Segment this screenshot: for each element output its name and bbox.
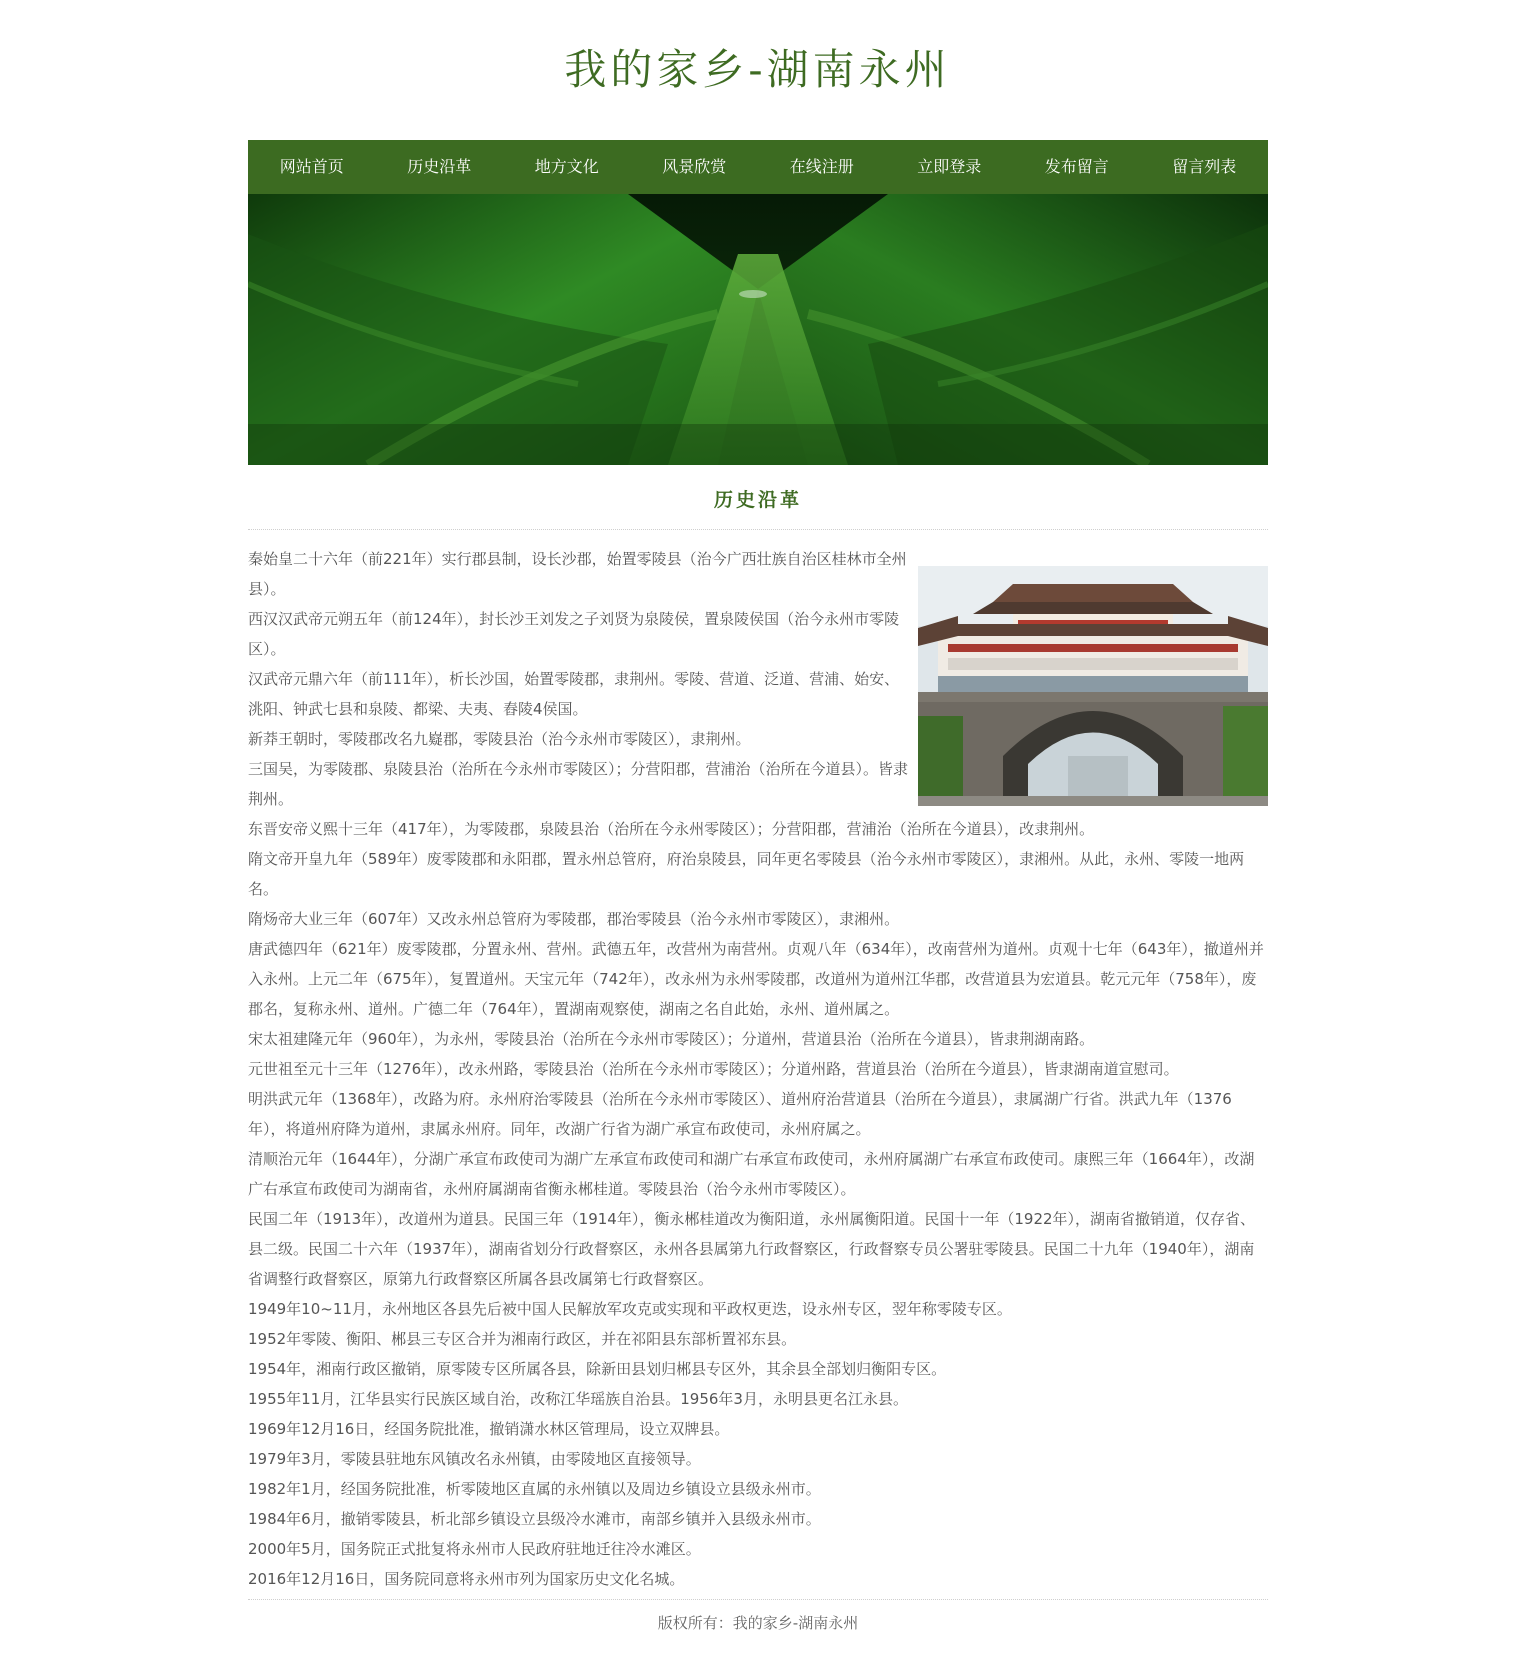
history-paragraph: 1979年3月，零陵县驻地东风镇改名永州镇，由零陵地区直接领导。 <box>248 1450 701 1468</box>
nav-item-culture[interactable]: 地方文化 <box>534 157 599 176</box>
section-title: 历史沿革 <box>248 465 1268 530</box>
history-paragraph: 1982年1月，经国务院批准，析零陵地区直属的永州镇以及周边乡镇设立县级永州市。 <box>248 1480 821 1498</box>
city-gate-photo <box>918 566 1268 806</box>
history-paragraph: 1969年12月16日，经国务院批准，撤销潇水林区管理局，设立双牌县。 <box>248 1420 730 1438</box>
history-paragraph: 2000年5月，国务院正式批复将永州市人民政府驻地迁往冷水滩区。 <box>248 1540 701 1558</box>
history-paragraph: 元世祖至元十三年（1276年），改永州路，零陵县治（治所在今永州市零陵区）；分道州路，营道县治（治所在今道县），皆隶湖南道宣慰司。 <box>248 1060 1179 1078</box>
history-paragraph: 1954年，湘南行政区撤销，原零陵专区所属各县，除新田县划归郴县专区外，其余县全部划归衡阳专区。 <box>248 1360 947 1378</box>
history-paragraph: 宋太祖建隆元年（960年），为永州，零陵县治（治所在今永州市零陵区）；分道州，营道县治（治所在今道县），皆隶荆湖南路。 <box>248 1030 1095 1048</box>
nav-item-post-message[interactable]: 发布留言 <box>1044 157 1109 176</box>
history-paragraph: 隋文帝开皇九年（589年）废零陵郡和永阳郡，置永州总管府，府治泉陵县，同年更名零陵县（治今永州市零陵区），隶湘州。从此，永州、零陵一地两名。 <box>248 850 1245 898</box>
page-container <box>248 140 1268 1634</box>
history-paragraph: 秦始皇二十六年（前221年）实行郡县制，设长沙郡，始置零陵县（治今广西壮族自治区桂林市全州县）。 <box>248 550 907 598</box>
nav-item-home[interactable]: 网站首页 <box>279 157 344 176</box>
history-paragraph: 东晋安帝义熙十三年（417年），为零陵郡，泉陵县治（治所在今永州零陵区）；分营阳郡，营浦治（治所在今道县），改隶荆州。 <box>248 820 1095 838</box>
history-paragraph: 明洪武元年（1368年），改路为府。永州府治零陵县（治所在今永州市零陵区）、道州府治营道县（治所在今道县），隶属湖广行省。洪武九年（1376年），将道州府降为道州，隶属永州府。同年，改湖广行省为湖广承宣布政使司，永州府属之。 <box>248 1090 1232 1138</box>
site-title: 我的家乡-湖南永州 <box>564 45 951 94</box>
nav-item-message-list[interactable]: 留言列表 <box>1172 157 1237 176</box>
history-paragraph: 新莽王朝时，零陵郡改名九嶷郡，零陵县治（治今永州市零陵区），隶荆州。 <box>248 730 751 748</box>
history-paragraph: 清顺治元年（1644年），分湖广承宣布政使司为湖广左承宣布政使司和湖广右承宣布政使司，永州府属湖广右承宣布政使司。康熙三年（1664年），改湖广右承宣布政使司为湖南省，永州府属湖南省衡永郴桂道。零陵县治（治今永州市零陵区）。 <box>248 1150 1255 1198</box>
footer <box>248 1599 1268 1634</box>
history-paragraph: 1955年11月，江华县实行民族区域自治，改称江华瑶族自治县。1956年3月，永明县更名江永县。 <box>248 1390 908 1408</box>
nav-item-history[interactable]: 历史沿革 <box>407 157 472 176</box>
history-paragraph: 1952年零陵、衡阳、郴县三专区合并为湘南行政区，并在祁阳县东部析置祁东县。 <box>248 1330 797 1348</box>
history-paragraph: 2016年12月16日，国务院同意将永州市列为国家历史文化名城。 <box>248 1570 685 1588</box>
nav-item-login[interactable]: 立即登录 <box>917 157 982 176</box>
history-paragraph: 汉武帝元鼎六年（前111年），析长沙国，始置零陵郡，隶荆州。零陵、营道、泛道、营浦、始安、洮阳、钟武七县和泉陵、都梁、夫夷、舂陵4侯国。 <box>248 670 900 718</box>
city-gate-illustration <box>918 566 1268 806</box>
mountain-valley-illustration <box>248 194 1268 465</box>
history-paragraph: 三国吴，为零陵郡、泉陵县治（治所在今永州市零陵区）；分营阳郡，营浦治（治所在今道县）。皆隶荆州。 <box>248 760 909 808</box>
history-paragraph: 民国二年（1913年），改道州为道县。民国三年（1914年），衡永郴桂道改为衡阳道，永州属衡阳道。民国十一年（1922年），湖南省撤销道，仅存省、县二级。民国二十六年（1937年），湖南省划分行政督察区，永州各县属第九行政督察区，行政督察专员公署驻零陵县。民国二十九年（1940年），湖南省调整行政督察区，原第九行政督察区所属各县改属第七行政督察区。 <box>248 1210 1256 1288</box>
history-paragraph: 1949年10~11月，永州地区各县先后被中国人民解放军攻克或实现和平政权更迭，设永州专区，翌年称零陵专区。 <box>248 1300 1012 1318</box>
history-paragraph: 西汉汉武帝元朔五年（前124年），封长沙王刘发之子刘贤为泉陵侯，置泉陵侯国（治今永州市零陵区）。 <box>248 610 900 658</box>
history-paragraph: 隋炀帝大业三年（607年）又改永州总管府为零陵郡，郡治零陵县（治今永州市零陵区），隶湘州。 <box>248 910 900 928</box>
copyright-text: 版权所有：我的家乡-湖南永州 <box>657 1614 859 1632</box>
history-paragraph: 唐武德四年（621年）废零陵郡，分置永州、营州。武德五年，改营州为南营州。贞观八年（634年），改南营州为道州。贞观十七年（643年），撤道州并入永州。上元二年（675年），复置道州。天宝元年（742年），改永州为永州零陵郡，改道州为道州江华郡，改营道县为宏道县。乾元元年（758年），废郡名，复称永州、道州。广德二年（764年），置湖南观察使，湖南之名自此始，永州、道州属之。 <box>248 940 1264 1018</box>
main-nav <box>248 140 1268 194</box>
banner-image <box>248 194 1268 465</box>
history-paragraph: 1984年6月，撤销零陵县，析北部乡镇设立县级冷水滩市，南部乡镇并入县级永州市。 <box>248 1510 821 1528</box>
history-content <box>248 530 1268 1599</box>
nav-item-register[interactable]: 在线注册 <box>789 157 854 176</box>
nav-item-scenery[interactable]: 风景欣赏 <box>662 157 727 176</box>
